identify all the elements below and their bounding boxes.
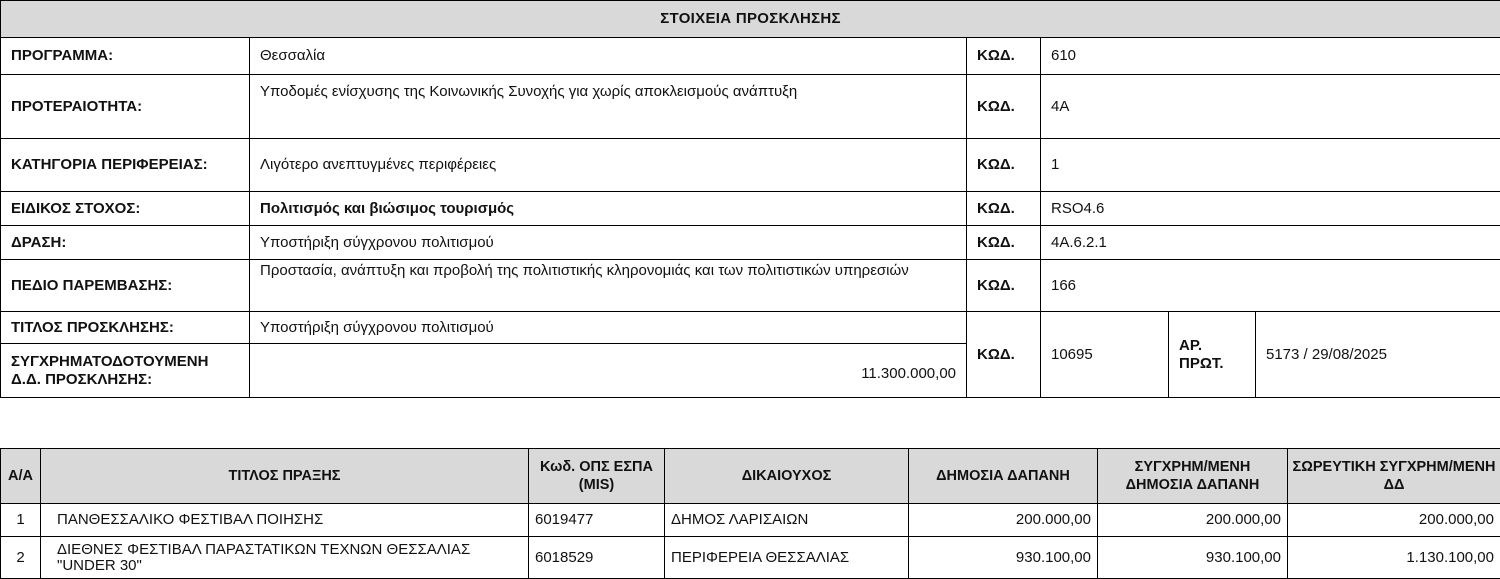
row-title: ΠΑΝΘΕΣΣΑΛΙΚΟ ΦΕΣΤΙΒΑΛ ΠΟΙΗΣΗΣ: [41, 504, 529, 537]
row-cumulative: 200.000,00: [1288, 504, 1500, 537]
call-title-value: Υποστήριξη σύγχρονου πολιτισμού: [250, 312, 967, 344]
row-public-spend: 200.000,00: [909, 504, 1098, 537]
region-category-code: 1: [1041, 139, 1500, 192]
table-row: [1, 504, 1500, 537]
region-category-label: ΚΑΤΗΓΟΡΙΑ ΠΕΡΙΦΕΡΕΙΑΣ:: [1, 139, 250, 192]
row-aa: 1: [1, 504, 41, 537]
col-public-spend: ΔΗΜΟΣΙΑ ΔΑΠΑΝΗ: [909, 449, 1098, 504]
info-row-region-category: [1, 139, 1500, 192]
programme-label: ΠΡΟΓΡΑΜΜΑ:: [1, 38, 250, 75]
kod-label: ΚΩΔ.: [967, 38, 1041, 75]
row-mis: 6018529: [529, 537, 665, 579]
action-code: 4A.6.2.1: [1041, 226, 1500, 260]
actions-header-row: [1, 449, 1500, 504]
call-title-label: ΤΙΤΛΟΣ ΠΡΟΣΚΛΗΣΗΣ:: [1, 312, 250, 344]
programme-value: Θεσσαλία: [250, 38, 967, 75]
priority-label: ΠΡΟΤΕΡΑΙΟΤΗΤΑ:: [1, 75, 250, 139]
row-cofunded-spend: 930.100,00: [1098, 537, 1288, 579]
call-code: 10695: [1041, 312, 1169, 398]
actions-table: [0, 448, 1500, 579]
kod-label: ΚΩΔ.: [967, 226, 1041, 260]
col-cofunded-spend: ΣΥΓΧΡΗΜ/ΜΕΝΗ ΔΗΜΟΣΙΑ ΔΑΠΑΝΗ: [1098, 449, 1288, 504]
info-row-specific-objective: [1, 192, 1500, 226]
col-mis: Κωδ. ΟΠΣ ΕΣΠΑ (MIS): [529, 449, 665, 504]
row-public-spend: 930.100,00: [909, 537, 1098, 579]
region-category-value: Λιγότερο ανεπτυγμένες περιφέρειες: [250, 139, 967, 192]
info-row-action: [1, 226, 1500, 260]
kod-label: ΚΩΔ.: [967, 192, 1041, 226]
kod-label: ΚΩΔ.: [967, 75, 1041, 139]
priority-code: 4A: [1041, 75, 1500, 139]
row-beneficiary: ΠΕΡΙΦΕΡΕΙΑ ΘΕΣΣΑΛΙΑΣ: [665, 537, 909, 579]
action-label: ΔΡΑΣΗ:: [1, 226, 250, 260]
specific-objective-value: Πολιτισμός και βιώσιμος τουρισμός: [250, 192, 967, 226]
row-aa: 2: [1, 537, 41, 579]
protocol-label: ΑΡ. ΠΡΩΤ.: [1169, 312, 1256, 398]
info-row-programme: [1, 38, 1500, 75]
col-aa: Α/Α: [1, 449, 41, 504]
info-row-priority: [1, 75, 1500, 139]
row-cofunded-spend: 200.000,00: [1098, 504, 1288, 537]
protocol-value: 5173 / 29/08/2025: [1256, 312, 1500, 398]
col-title: ΤΙΤΛΟΣ ΠΡΑΞΗΣ: [41, 449, 529, 504]
row-beneficiary: ΔΗΜΟΣ ΛΑΡΙΣΑΙΩΝ: [665, 504, 909, 537]
row-title: ΔΙΕΘΝΕΣ ΦΕΣΤΙΒΑΛ ΠΑΡΑΣΤΑΤΙΚΩΝ ΤΕΧΝΩΝ ΘΕΣΣΑΛΙΑΣ "UNDER 30": [41, 537, 529, 579]
call-info-header: ΣΤΟΙΧΕΙΑ ΠΡΟΣΚΛΗΣΗΣ: [1, 1, 1500, 38]
cofunded-value: 11.300.000,00: [250, 344, 967, 398]
priority-value: Υποδομές ενίσχυσης της Κοινωνικής Συνοχής για χωρίς αποκλεισμούς ανάπτυξη: [250, 75, 967, 139]
intervention-field-code: 166: [1041, 260, 1500, 312]
specific-objective-label: ΕΙΔΙΚΟΣ ΣΤΟΧΟΣ:: [1, 192, 250, 226]
kod-label: ΚΩΔ.: [967, 260, 1041, 312]
col-cumulative: ΣΩΡΕΥΤΙΚΗ ΣΥΓΧΡΗΜ/ΜΕΝΗ ΔΔ: [1288, 449, 1500, 504]
specific-objective-code: RSO4.6: [1041, 192, 1500, 226]
table-row: [1, 537, 1500, 579]
info-row-intervention-field: [1, 260, 1500, 312]
action-value: Υποστήριξη σύγχρονου πολιτισμού: [250, 226, 967, 260]
col-beneficiary: ΔΙΚΑΙΟΥΧΟΣ: [665, 449, 909, 504]
intervention-field-value: Προστασία, ανάπτυξη και προβολή της πολιτιστικής κληρονομιάς και των πολιτιστικών υπηρεσιών: [250, 260, 967, 312]
kod-label: ΚΩΔ.: [967, 139, 1041, 192]
cofunded-label: ΣΥΓΧΡΗΜΑΤΟΔΟΤΟΥΜΕΝΗ Δ.Δ. ΠΡΟΣΚΛΗΣΗΣ:: [1, 344, 250, 398]
row-mis: 6019477: [529, 504, 665, 537]
programme-code: 610: [1041, 38, 1500, 75]
intervention-field-label: ΠΕΔΙΟ ΠΑΡΕΜΒΑΣΗΣ:: [1, 260, 250, 312]
info-row-call-title: [1, 312, 1500, 344]
row-cumulative: 1.130.100,00: [1288, 537, 1500, 579]
kod-label: ΚΩΔ.: [967, 312, 1041, 398]
